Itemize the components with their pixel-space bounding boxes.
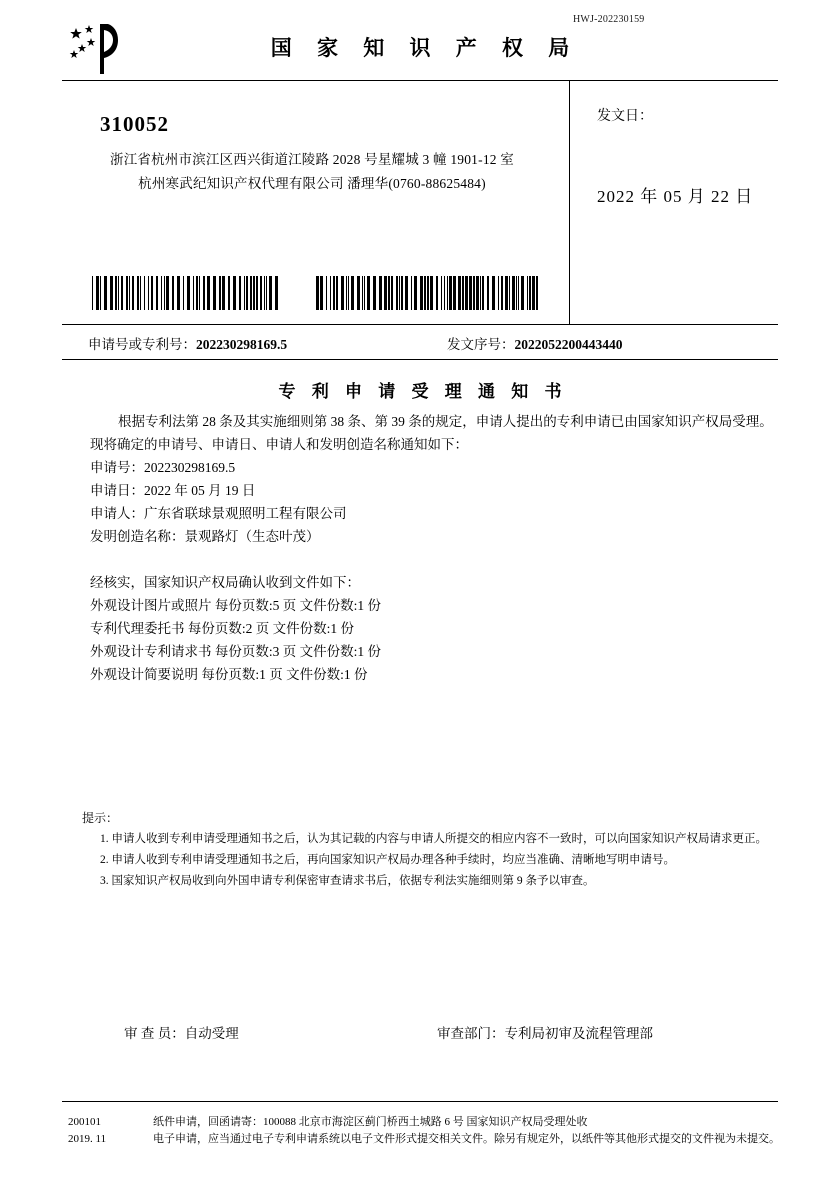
recipient-address-line-2: 杭州寒武纪知识产权代理有限公司 潘理华(0760-88625484) xyxy=(138,176,486,191)
department-row xyxy=(437,1022,653,1042)
examiner-label: 审 查 员： xyxy=(124,1026,185,1041)
notice-field-invention-name: 发明创造名称：景观路灯（生态叶茂） xyxy=(90,529,320,544)
department-label: 审查部门： xyxy=(437,1026,505,1041)
tips-section xyxy=(82,808,782,892)
divider-bottom xyxy=(62,1101,778,1102)
document-item: 专利代理委托书 每份页数:2 页 文件份数:1 份 xyxy=(90,621,355,636)
department-value: 专利局初审及流程管理部 xyxy=(504,1026,653,1041)
send-number-value: 2022052200443440 xyxy=(514,337,623,352)
footer-code-2: 2019. 11 xyxy=(68,1133,107,1145)
examiner-value: 自动受理 xyxy=(184,1026,239,1041)
document-item: 外观设计专利请求书 每份页数:3 页 文件份数:1 份 xyxy=(90,644,382,659)
document-item: 外观设计简要说明 每份页数:1 页 文件份数:1 份 xyxy=(90,667,368,682)
tip-item: 3. 国家知识产权局收到向外国申请专利保密审查请求书后，依据专利法实施细则第 9 条予以审查。 xyxy=(100,875,595,887)
recipient-address-line-1: 浙江省杭州市滨江区西兴街道江陵路 2028 号星耀城 3 幢 1901-12 室 xyxy=(110,152,514,167)
notice-body xyxy=(90,410,782,686)
notice-field-application-date: 申请日：2022 年 05 月 19 日 xyxy=(90,483,256,498)
documents-received-heading: 经核实，国家知识产权局确认收到文件如下： xyxy=(90,575,360,590)
tip-item: 2. 申请人收到专利申请受理通知书之后，再向国家知识产权局办理各种手续时，均应当准确、清晰地写明申请号。 xyxy=(100,854,675,866)
send-number-row xyxy=(447,333,623,353)
application-number-row xyxy=(88,333,287,353)
footer-body xyxy=(153,1114,783,1148)
tip-item: 1. 申请人收到专利申请受理通知书之后，认为其记载的内容与申请人所提交的相应内容不一致时，可以向国家知识产权局请求更正。 xyxy=(100,833,767,845)
notice-field-application-number: 申请号：202230298169.5 xyxy=(90,460,236,475)
barcode-application-number xyxy=(92,276,284,310)
divider-top xyxy=(62,80,778,81)
footer-line-1: 纸件申请，回函请寄：100088 北京市海淀区蓟门桥西土城路 6 号 国家知识产权局受理处收 xyxy=(153,1116,588,1128)
document-item: 外观设计图片或照片 每份页数:5 页 文件份数:1 份 xyxy=(90,598,382,613)
notice-field-applicant: 申请人：广东省联球景观照明工程有限公司 xyxy=(90,506,347,521)
divider-vertical xyxy=(569,80,570,324)
document-header xyxy=(62,22,778,78)
issue-date-label: 发文日： xyxy=(597,109,653,124)
notice-paragraph: 根据专利法第 28 条及其实施细则第 38 条、第 39 条的规定，申请人提出的专利申请已由国家知识产权局受理。现将确定的申请号、申请日、申请人和发明创造名称通知如下： xyxy=(90,414,773,452)
send-number-label: 发文序号： xyxy=(447,337,515,352)
document-code: HWJ-202230159 xyxy=(573,14,645,25)
footer-line-2: 电子申请，应当通过电子专利申请系统以电子文件形式提交相关文件。除另有规定外，以纸件等其他形式提交的文件视为未提交。 xyxy=(153,1133,780,1145)
page-title: 国 家 知 识 产 权 局 xyxy=(270,36,580,60)
divider-middle-2 xyxy=(62,359,778,360)
recipient-zip: 310052 xyxy=(100,112,169,136)
tips-heading: 提示： xyxy=(82,811,119,825)
application-number-label: 申请号或专利号： xyxy=(88,337,196,352)
spacer xyxy=(90,548,782,571)
application-number-value: 202230298169.5 xyxy=(196,337,288,352)
divider-middle-1 xyxy=(62,324,778,325)
footer-code-1: 200101 xyxy=(68,1116,101,1128)
issue-date-value: 2022 年 05 月 22 日 xyxy=(597,187,754,206)
footer-codes xyxy=(68,1114,148,1148)
examiner-row xyxy=(124,1022,239,1042)
barcode-send-number xyxy=(316,276,546,310)
notice-title: 专 利 申 请 受 理 通 知 书 xyxy=(278,382,568,401)
